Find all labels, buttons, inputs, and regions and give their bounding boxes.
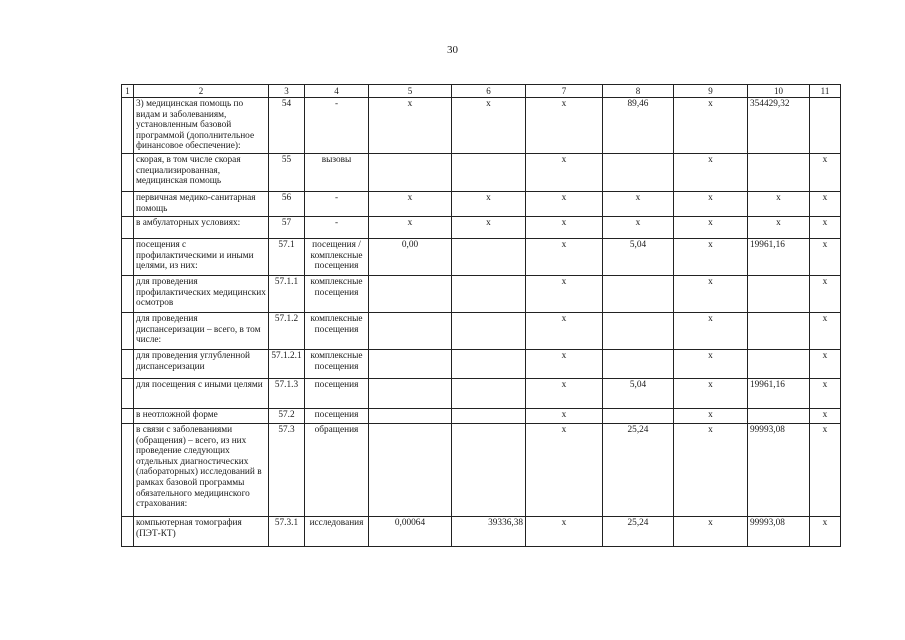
table-cell: x: [526, 313, 603, 350]
table-cell: [452, 350, 526, 379]
table-cell: 55: [269, 154, 305, 192]
table-row: [122, 517, 841, 547]
table-cell: [122, 379, 134, 409]
table-cell: [369, 424, 452, 517]
table-cell: x: [526, 98, 603, 154]
table-cell: [122, 98, 134, 154]
table-cell: 25,24: [603, 517, 674, 547]
table-cell: 5,04: [603, 379, 674, 409]
table-row: [122, 424, 841, 517]
table-cell: [122, 409, 134, 424]
table-cell: 57.1: [269, 239, 305, 276]
table-cell: x: [674, 98, 748, 154]
table-row: [122, 409, 841, 424]
table-cell: первичная медико-санитарная помощь: [134, 192, 269, 217]
table-cell: [369, 276, 452, 313]
table-cell: исследования: [305, 517, 369, 547]
table-row: [122, 217, 841, 239]
table-cell: x: [526, 276, 603, 313]
table-cell: x: [674, 350, 748, 379]
table-cell: 0,00: [369, 239, 452, 276]
table-cell: комплексные посещения: [305, 276, 369, 313]
table-cell: x: [748, 217, 810, 239]
table-cell: x: [810, 517, 841, 547]
table-cell: x: [810, 424, 841, 517]
table-row: [122, 192, 841, 217]
table-row: [122, 313, 841, 350]
table-cell: x: [674, 409, 748, 424]
table-cell: комплексные посещения: [305, 313, 369, 350]
table-cell: 19961,16: [748, 379, 810, 409]
page-number: 30: [447, 44, 458, 56]
table-cell: x: [452, 217, 526, 239]
column-header: 3: [269, 85, 305, 98]
table-cell: посещения: [305, 379, 369, 409]
table-cell: 57.1.1: [269, 276, 305, 313]
table-cell: 89,46: [603, 98, 674, 154]
table-cell: [122, 313, 134, 350]
table-cell: 25,24: [603, 424, 674, 517]
table-cell: [122, 192, 134, 217]
table-cell: -: [305, 98, 369, 154]
table-cell: [452, 154, 526, 192]
table-cell: x: [674, 424, 748, 517]
table-cell: x: [674, 276, 748, 313]
table-cell: [369, 350, 452, 379]
table-cell: [603, 313, 674, 350]
table-cell: [452, 409, 526, 424]
table-cell: x: [526, 379, 603, 409]
table-cell: x: [810, 379, 841, 409]
table-cell: для проведения диспансеризации – всего, в том числе:: [134, 313, 269, 350]
column-header: 2: [134, 85, 269, 98]
table-cell: [603, 350, 674, 379]
table-cell: [122, 276, 134, 313]
table-cell: x: [526, 192, 603, 217]
table-cell: для проведения профилактических медицинских осмотров: [134, 276, 269, 313]
table-cell: 5,04: [603, 239, 674, 276]
table-row: [122, 350, 841, 379]
table-row: [122, 154, 841, 192]
header-row: [122, 85, 841, 98]
table-cell: посещения: [305, 409, 369, 424]
table-cell: x: [810, 217, 841, 239]
table-cell: [452, 239, 526, 276]
table-cell: [748, 276, 810, 313]
table-cell: x: [526, 350, 603, 379]
table-cell: x: [369, 98, 452, 154]
table-cell: вызовы: [305, 154, 369, 192]
table-cell: 56: [269, 192, 305, 217]
table-cell: x: [748, 192, 810, 217]
column-header: 9: [674, 85, 748, 98]
table-cell: x: [810, 409, 841, 424]
table-cell: x: [810, 239, 841, 276]
table-cell: [369, 154, 452, 192]
table-cell: x: [674, 239, 748, 276]
column-header: 7: [526, 85, 603, 98]
table-cell: x: [810, 276, 841, 313]
table-cell: [452, 424, 526, 517]
column-header: 5: [369, 85, 452, 98]
table-cell: x: [526, 217, 603, 239]
table-cell: 57: [269, 217, 305, 239]
table-cell: x: [452, 98, 526, 154]
table-cell: [603, 409, 674, 424]
table-cell: -: [305, 192, 369, 217]
table-cell: x: [603, 192, 674, 217]
table-cell: скорая, в том числе скорая специализированная, медицинская помощь: [134, 154, 269, 192]
table-cell: 54: [269, 98, 305, 154]
table-cell: для посещения с иными целями: [134, 379, 269, 409]
table-cell: 354429,32: [748, 98, 810, 154]
table-cell: 57.1.2: [269, 313, 305, 350]
table-cell: 3) медицинская помощь по видам и заболеваниям, установленным базовой программой (дополнительное финансовое обеспечение):: [134, 98, 269, 154]
table-cell: 57.2: [269, 409, 305, 424]
table-cell: x: [674, 517, 748, 547]
table-cell: [748, 409, 810, 424]
table-cell: x: [526, 239, 603, 276]
table-cell: [603, 276, 674, 313]
table-cell: x: [452, 192, 526, 217]
table-cell: 99993,08: [748, 517, 810, 547]
table-cell: x: [674, 313, 748, 350]
table-cell: [452, 276, 526, 313]
table-row: [122, 379, 841, 409]
column-header: 6: [452, 85, 526, 98]
table-cell: в неотложной форме: [134, 409, 269, 424]
table-cell: комплексные посещения: [305, 350, 369, 379]
table-cell: 57.3: [269, 424, 305, 517]
table-body: [122, 98, 841, 547]
table-cell: 19961,16: [748, 239, 810, 276]
table-cell: [369, 379, 452, 409]
table-cell: [810, 98, 841, 154]
table-cell: обращения: [305, 424, 369, 517]
table-cell: [369, 409, 452, 424]
table-cell: [122, 154, 134, 192]
table-cell: [122, 350, 134, 379]
table-cell: x: [810, 313, 841, 350]
data-table: [121, 84, 841, 547]
table-cell: [122, 217, 134, 239]
table-cell: посещения с профилактическими и иными целями, из них:: [134, 239, 269, 276]
table-cell: x: [674, 379, 748, 409]
table-cell: в амбулаторных условиях:: [134, 217, 269, 239]
table-cell: x: [810, 192, 841, 217]
table-row: [122, 239, 841, 276]
table-cell: компьютерная томография (ПЭТ-КТ): [134, 517, 269, 547]
table-cell: [122, 239, 134, 276]
table-row: [122, 98, 841, 154]
column-header: 8: [603, 85, 674, 98]
table-cell: x: [674, 154, 748, 192]
table-cell: [452, 379, 526, 409]
table-cell: x: [674, 192, 748, 217]
table-cell: 57.1.2.1: [269, 350, 305, 379]
table-cell: x: [526, 409, 603, 424]
column-header: 10: [748, 85, 810, 98]
table-row: [122, 276, 841, 313]
table-cell: [748, 313, 810, 350]
table-cell: 57.1.3: [269, 379, 305, 409]
table-cell: [748, 154, 810, 192]
table-cell: x: [603, 217, 674, 239]
table-cell: 0,00064: [369, 517, 452, 547]
table-cell: x: [810, 154, 841, 192]
table-cell: x: [674, 217, 748, 239]
table-cell: [603, 154, 674, 192]
table-cell: 99993,08: [748, 424, 810, 517]
table-cell: x: [369, 217, 452, 239]
table-header: [122, 85, 841, 98]
table-cell: -: [305, 217, 369, 239]
table-cell: x: [526, 424, 603, 517]
table-cell: [452, 313, 526, 350]
table-cell: 39336,38: [452, 517, 526, 547]
table-cell: [122, 517, 134, 547]
table-cell: x: [810, 350, 841, 379]
column-header: 4: [305, 85, 369, 98]
table-cell: x: [526, 154, 603, 192]
table-cell: [122, 424, 134, 517]
table-cell: x: [526, 517, 603, 547]
table-cell: посещения / комплексные посещения: [305, 239, 369, 276]
table-cell: [369, 313, 452, 350]
table-cell: x: [369, 192, 452, 217]
table-cell: в связи с заболеваниями (обращения) – всего, из них проведение следующих отдельных диагностических (лабораторных) исследований в рамках базовой программы обязательного медицинского страхования:: [134, 424, 269, 517]
column-header: 1: [122, 85, 134, 98]
table-cell: для проведения углубленной диспансеризации: [134, 350, 269, 379]
table-cell: [748, 350, 810, 379]
column-header: 11: [810, 85, 841, 98]
table-cell: 57.3.1: [269, 517, 305, 547]
